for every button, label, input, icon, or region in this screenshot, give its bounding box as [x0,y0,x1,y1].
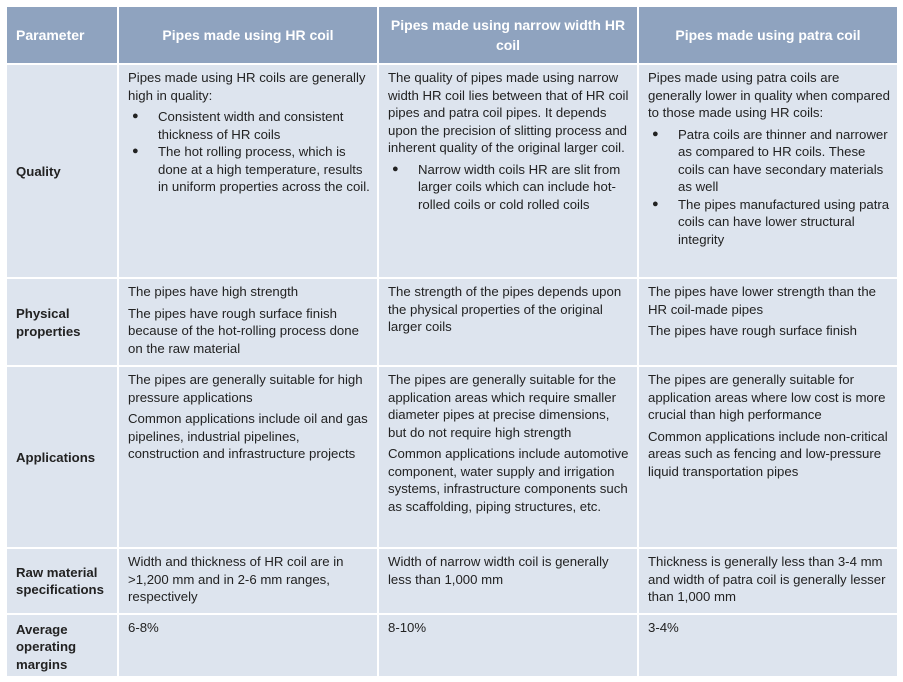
bullet-dot-icon: ● [652,127,659,140]
bullet-list [128,108,371,196]
comparison-table [6,6,898,677]
cell-quality-patra [638,64,898,278]
table-row-quality [6,64,898,278]
cell-text: Thickness is generally less than 3-4 mm and width of patra coil is generally lesser than 1,000 mm [648,554,886,604]
cell-quality-narrow [378,64,638,278]
cell-text: Common applications include oil and gas pipelines, industrial pipelines, construction and infrastructure projects [128,411,368,461]
cell-raw-narrow [378,548,638,614]
cell-text: 8-10% [388,619,427,635]
cell-margins-hr [118,614,378,678]
cell-text: The pipes have lower strength than the HR coil-made pipes [648,284,876,317]
cell-text: Width and thickness of HR coil are in >1,200 mm and in 2-6 mm ranges, respectively [128,554,344,604]
bullet-dot-icon: ● [132,145,139,157]
cell-text: Pipes made using HR coils are generally high in quality: [128,70,366,103]
header-patra-coil: Pipes made using patra coil [638,6,898,64]
cell-applications-patra [638,366,898,548]
cell-text: The pipes have rough surface finish [648,323,857,338]
cell-text: The pipes are generally suitable for application areas where low cost is more crucial than high performance [648,372,886,422]
bullet-text: The hot rolling process, which is done at a high temperature, results in uniform properties across the coil. [158,144,370,194]
bullet-list [648,126,891,249]
cell-physical-narrow [378,278,638,366]
cell-text: The pipes have high strength [128,284,299,299]
cell-text: 6-8% [128,619,159,635]
bullet-text: Patra coils are thinner and narrower as compared to HR coils. These coils can have secondary materials as well [678,126,888,194]
header-hr-coil: Pipes made using HR coil [118,6,378,64]
cell-physical-hr [118,278,378,366]
cell-physical-patra [638,278,898,366]
table-row-raw-material-specifications [6,548,898,614]
cell-text: The pipes have rough surface finish because of the hot-rolling process done on the raw material [128,305,359,356]
cell-text: Pipes made using patra coils are generally lower in quality when compared to those made using HR coils: [648,70,890,120]
row-label-quality: Quality [6,64,118,278]
cell-text: Common applications include non-critical areas such as fencing and low-pressure liquid transportation pipes [648,428,888,479]
cell-text: The strength of the pipes depends upon the physical properties of the original larger coils [388,284,622,334]
bullet-item [652,126,891,196]
bullet-item [132,143,371,196]
table-row-physical-properties [6,278,898,366]
cell-applications-narrow [378,366,638,548]
cell-text: The pipes are generally suitable for high pressure applications [128,372,363,405]
cell-margins-patra [638,614,898,678]
bullet-item [132,108,371,143]
row-label-raw-material-specifications: Raw material specifications [6,548,118,614]
cell-text: Width of narrow width coil is generally less than 1,000 mm [388,554,609,587]
header-parameter: Parameter [6,6,118,64]
table-row-applications [6,366,898,548]
bullet-text: Consistent width and consistent thickness of HR coils [158,109,344,142]
bullet-text: Narrow width coils HR are slit from larger coils which can include hot-rolled coils or cold rolled coils [418,161,621,212]
cell-text: Common applications include automotive component, water supply and irrigation systems, infrastructure components such as scaffolding, piping structures, etc. [388,446,629,514]
row-label-applications: Applications [6,366,118,548]
header-narrow-width-hr-coil: Pipes made using narrow width HR coil [378,6,638,64]
cell-text: 3-4% [648,619,679,635]
cell-text: The quality of pipes made using narrow width HR coil lies between that of HR coil pipes and patra coil pipes. It depends upon the precision of slitting process and inherent quality of the original larger coil. [388,70,629,155]
bullet-dot-icon: ● [652,197,659,210]
table-row-average-operating-margins [6,614,898,678]
cell-raw-hr [118,548,378,614]
cell-quality-hr [118,64,378,278]
cell-text: The pipes are generally suitable for the application areas which require smaller diameter pipes at precise dimensions, but do not require high strength [388,372,616,440]
bullet-item [392,161,631,214]
bullet-item [652,196,891,249]
bullet-text: The pipes manufactured using patra coils can have lower structural integrity [678,196,890,247]
bullet-list [388,161,631,214]
bullet-dot-icon: ● [392,162,399,175]
row-label-average-operating-margins: Average operating margins [6,614,118,678]
cell-margins-narrow [378,614,638,678]
bullet-dot-icon: ● [132,110,139,122]
cell-raw-patra [638,548,898,614]
header-row [6,6,898,64]
row-label-physical-properties: Physical properties [6,278,118,366]
cell-applications-hr [118,366,378,548]
